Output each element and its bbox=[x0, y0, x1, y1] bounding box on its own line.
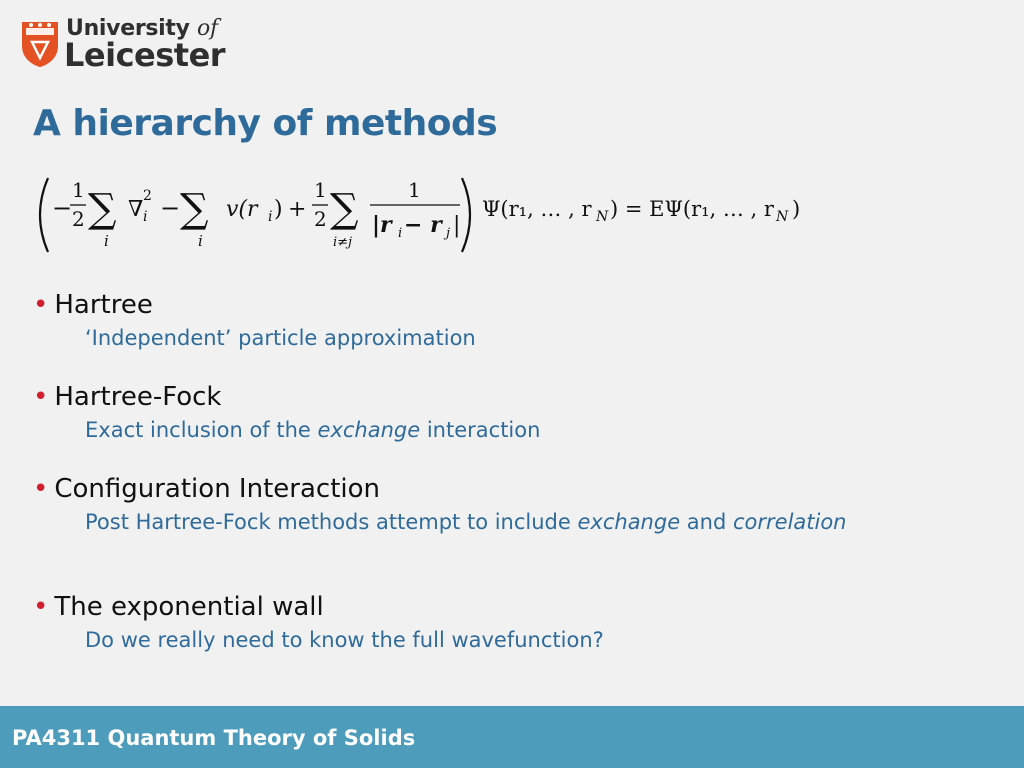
crest-icon bbox=[20, 20, 60, 68]
svg-text:j: j bbox=[446, 226, 451, 241]
svg-text:−: − bbox=[52, 194, 73, 222]
svg-text:1: 1 bbox=[72, 178, 85, 202]
bullet-subtext: Exact inclusion of the exchange interaction bbox=[85, 418, 541, 442]
footer-bar bbox=[0, 706, 1024, 768]
svg-text:i≠j: i≠j bbox=[333, 235, 353, 250]
svg-text:N: N bbox=[776, 209, 789, 225]
svg-text:N: N bbox=[596, 209, 609, 225]
svg-text:i: i bbox=[104, 232, 109, 250]
bullet-item bbox=[33, 470, 993, 536]
svg-text:i: i bbox=[143, 209, 148, 225]
svg-text:2: 2 bbox=[314, 207, 327, 231]
bullet-subtext: ‘Independent’ particle approximation bbox=[85, 326, 476, 350]
bullet-heading: • Hartree bbox=[33, 290, 153, 320]
svg-text:i: i bbox=[398, 226, 403, 241]
course-title: PA4311 Quantum Theory of Solids bbox=[12, 726, 416, 750]
svg-text:2: 2 bbox=[143, 188, 152, 204]
schrodinger-equation bbox=[30, 170, 820, 260]
svg-text:v(r: v(r bbox=[226, 197, 258, 222]
bullet-heading: • The exponential wall bbox=[33, 592, 324, 622]
bullet-list bbox=[33, 286, 993, 654]
bullet-item bbox=[33, 588, 993, 654]
svg-text:) = EΨ(r₁, … , r: ) = EΨ(r₁, … , r bbox=[610, 197, 774, 221]
svg-text:|r: |r bbox=[372, 212, 392, 238]
svg-text:i: i bbox=[198, 232, 203, 250]
svg-text:− r: − r bbox=[404, 212, 442, 238]
svg-text:−: − bbox=[160, 194, 181, 222]
svg-text:∇: ∇ bbox=[128, 197, 144, 222]
bullet-heading: • Hartree-Fock bbox=[33, 382, 222, 412]
svg-text:): ) bbox=[274, 197, 283, 222]
svg-text:1: 1 bbox=[314, 178, 327, 202]
svg-text:|: | bbox=[453, 213, 461, 238]
slide-title: A hierarchy of methods bbox=[33, 103, 498, 144]
bullet-subtext: Do we really need to know the full wavefunction? bbox=[85, 628, 604, 652]
bullet-subtext: Post Hartree-Fock methods attempt to include exchange and correlation bbox=[85, 510, 847, 534]
bullet-heading: • Configuration Interaction bbox=[33, 474, 380, 504]
svg-text:+: + bbox=[288, 197, 307, 222]
svg-text:): ) bbox=[792, 197, 801, 221]
logo-leicester-text: Leicester bbox=[64, 36, 226, 74]
logo-university-text: University of bbox=[66, 16, 218, 41]
svg-text:Ψ(r₁, … , r: Ψ(r₁, … , r bbox=[482, 197, 592, 221]
svg-text:∑: ∑ bbox=[88, 186, 117, 232]
svg-text:1: 1 bbox=[408, 178, 421, 202]
svg-text:i: i bbox=[268, 209, 273, 225]
svg-text:2: 2 bbox=[72, 207, 85, 231]
svg-text:∑: ∑ bbox=[180, 186, 209, 232]
svg-text:∑: ∑ bbox=[330, 186, 359, 232]
bullet-item bbox=[33, 286, 993, 352]
bullet-item bbox=[33, 378, 993, 444]
